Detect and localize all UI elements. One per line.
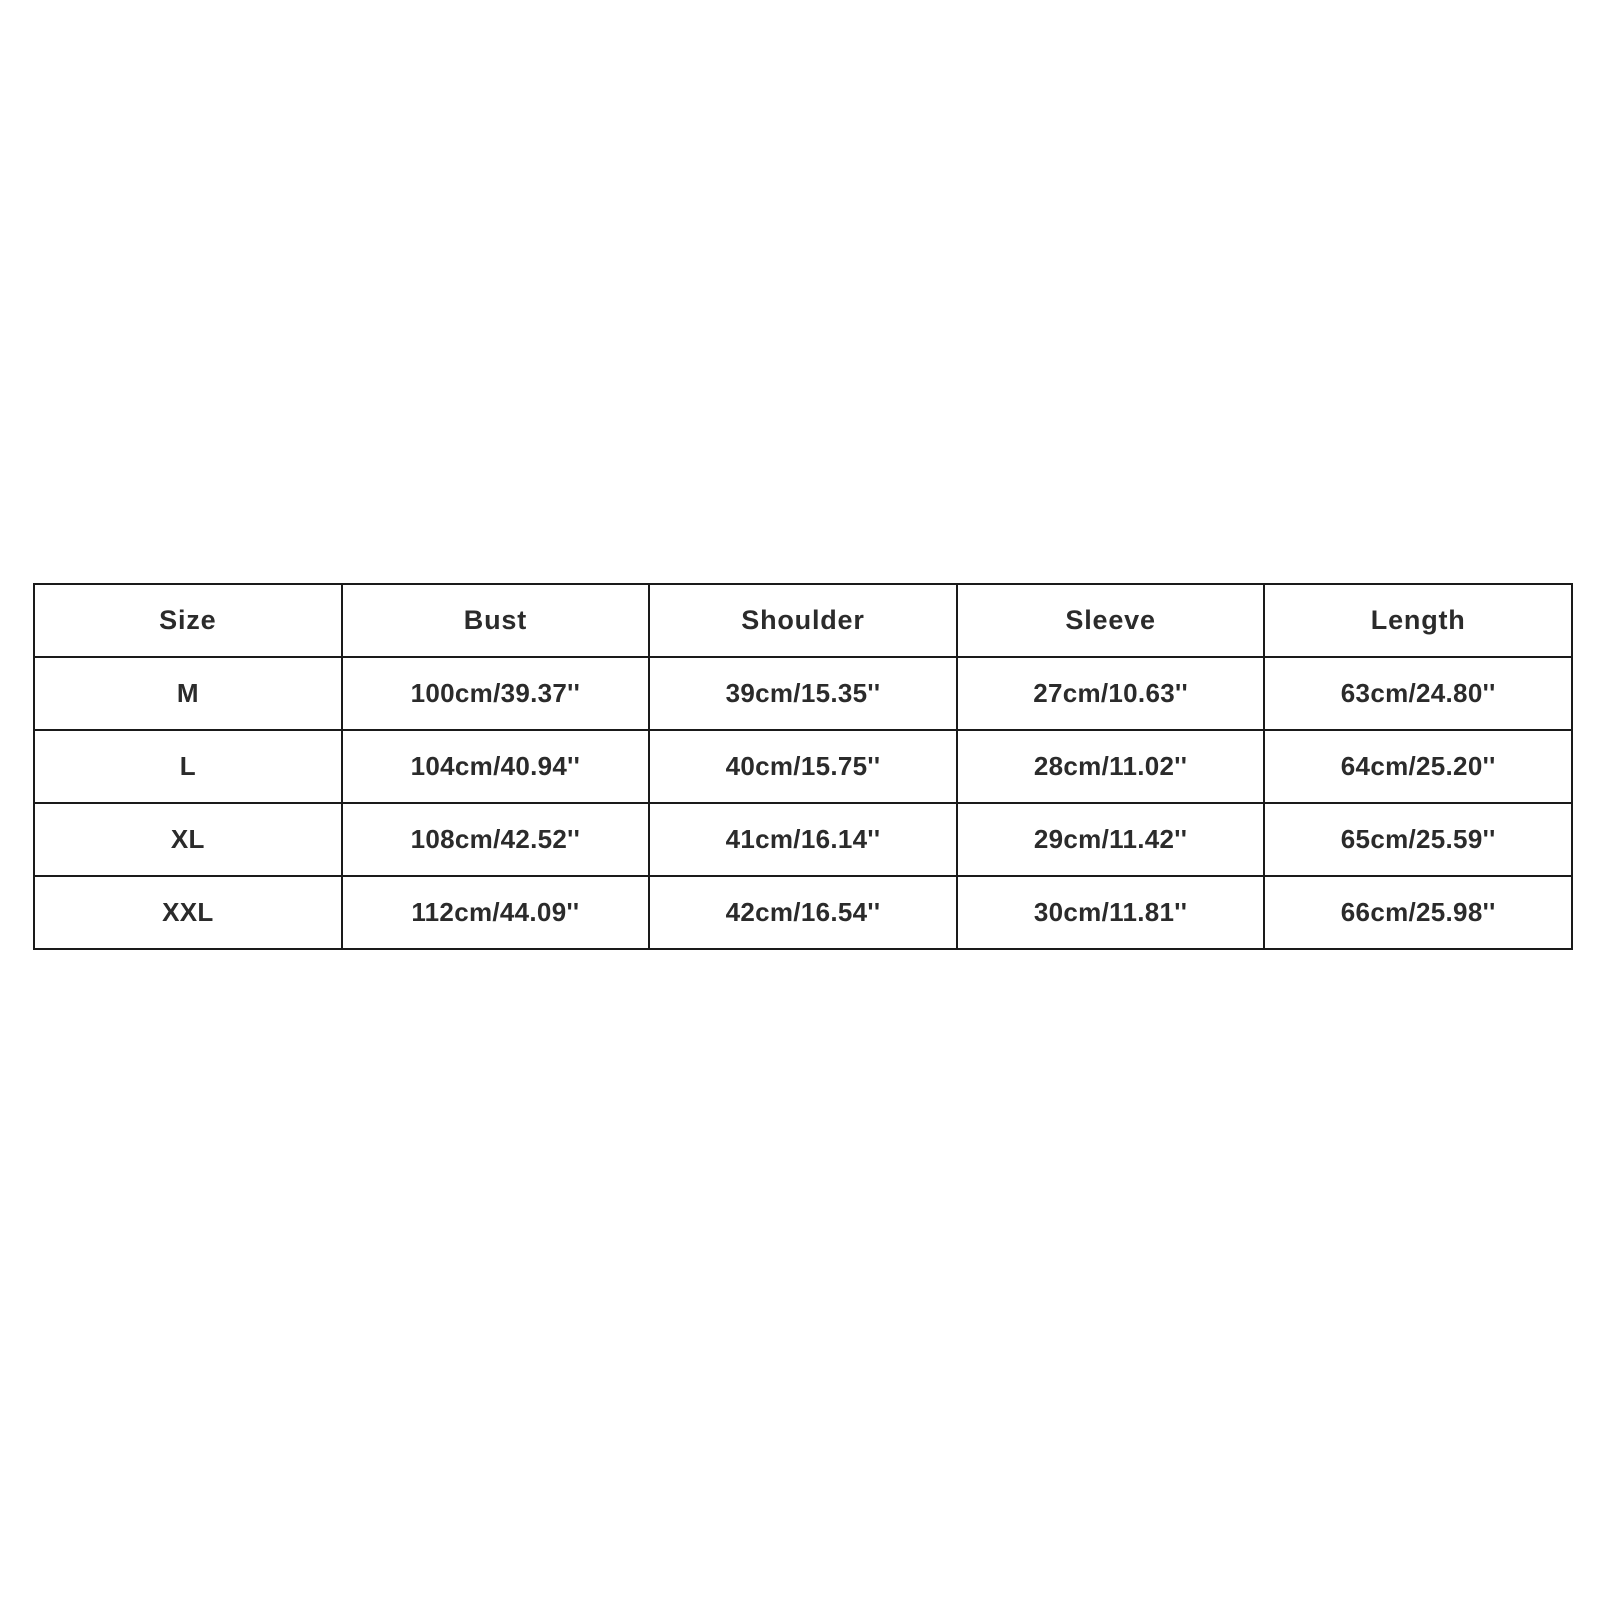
cell-bust: 100cm/39.37'' [342,657,650,730]
cell-size: M [34,657,342,730]
header-row [34,584,1572,657]
cell-shoulder: 42cm/16.54'' [649,876,957,949]
header-length: Length [1264,584,1572,657]
cell-bust: 112cm/44.09'' [342,876,650,949]
header-size: Size [34,584,342,657]
table-row [34,876,1572,949]
size-chart-header [34,584,1572,657]
size-chart-body [34,657,1572,949]
table-row [34,730,1572,803]
cell-sleeve: 27cm/10.63'' [957,657,1265,730]
cell-shoulder: 40cm/15.75'' [649,730,957,803]
cell-length: 66cm/25.98'' [1264,876,1572,949]
table-row [34,657,1572,730]
cell-bust: 104cm/40.94'' [342,730,650,803]
cell-size: L [34,730,342,803]
cell-length: 64cm/25.20'' [1264,730,1572,803]
cell-length: 63cm/24.80'' [1264,657,1572,730]
cell-bust: 108cm/42.52'' [342,803,650,876]
header-sleeve: Sleeve [957,584,1265,657]
cell-size: XXL [34,876,342,949]
cell-sleeve: 29cm/11.42'' [957,803,1265,876]
header-bust: Bust [342,584,650,657]
size-chart-table [33,583,1573,950]
cell-sleeve: 28cm/11.02'' [957,730,1265,803]
table-row [34,803,1572,876]
cell-sleeve: 30cm/11.81'' [957,876,1265,949]
cell-shoulder: 41cm/16.14'' [649,803,957,876]
cell-shoulder: 39cm/15.35'' [649,657,957,730]
header-shoulder: Shoulder [649,584,957,657]
cell-size: XL [34,803,342,876]
cell-length: 65cm/25.59'' [1264,803,1572,876]
